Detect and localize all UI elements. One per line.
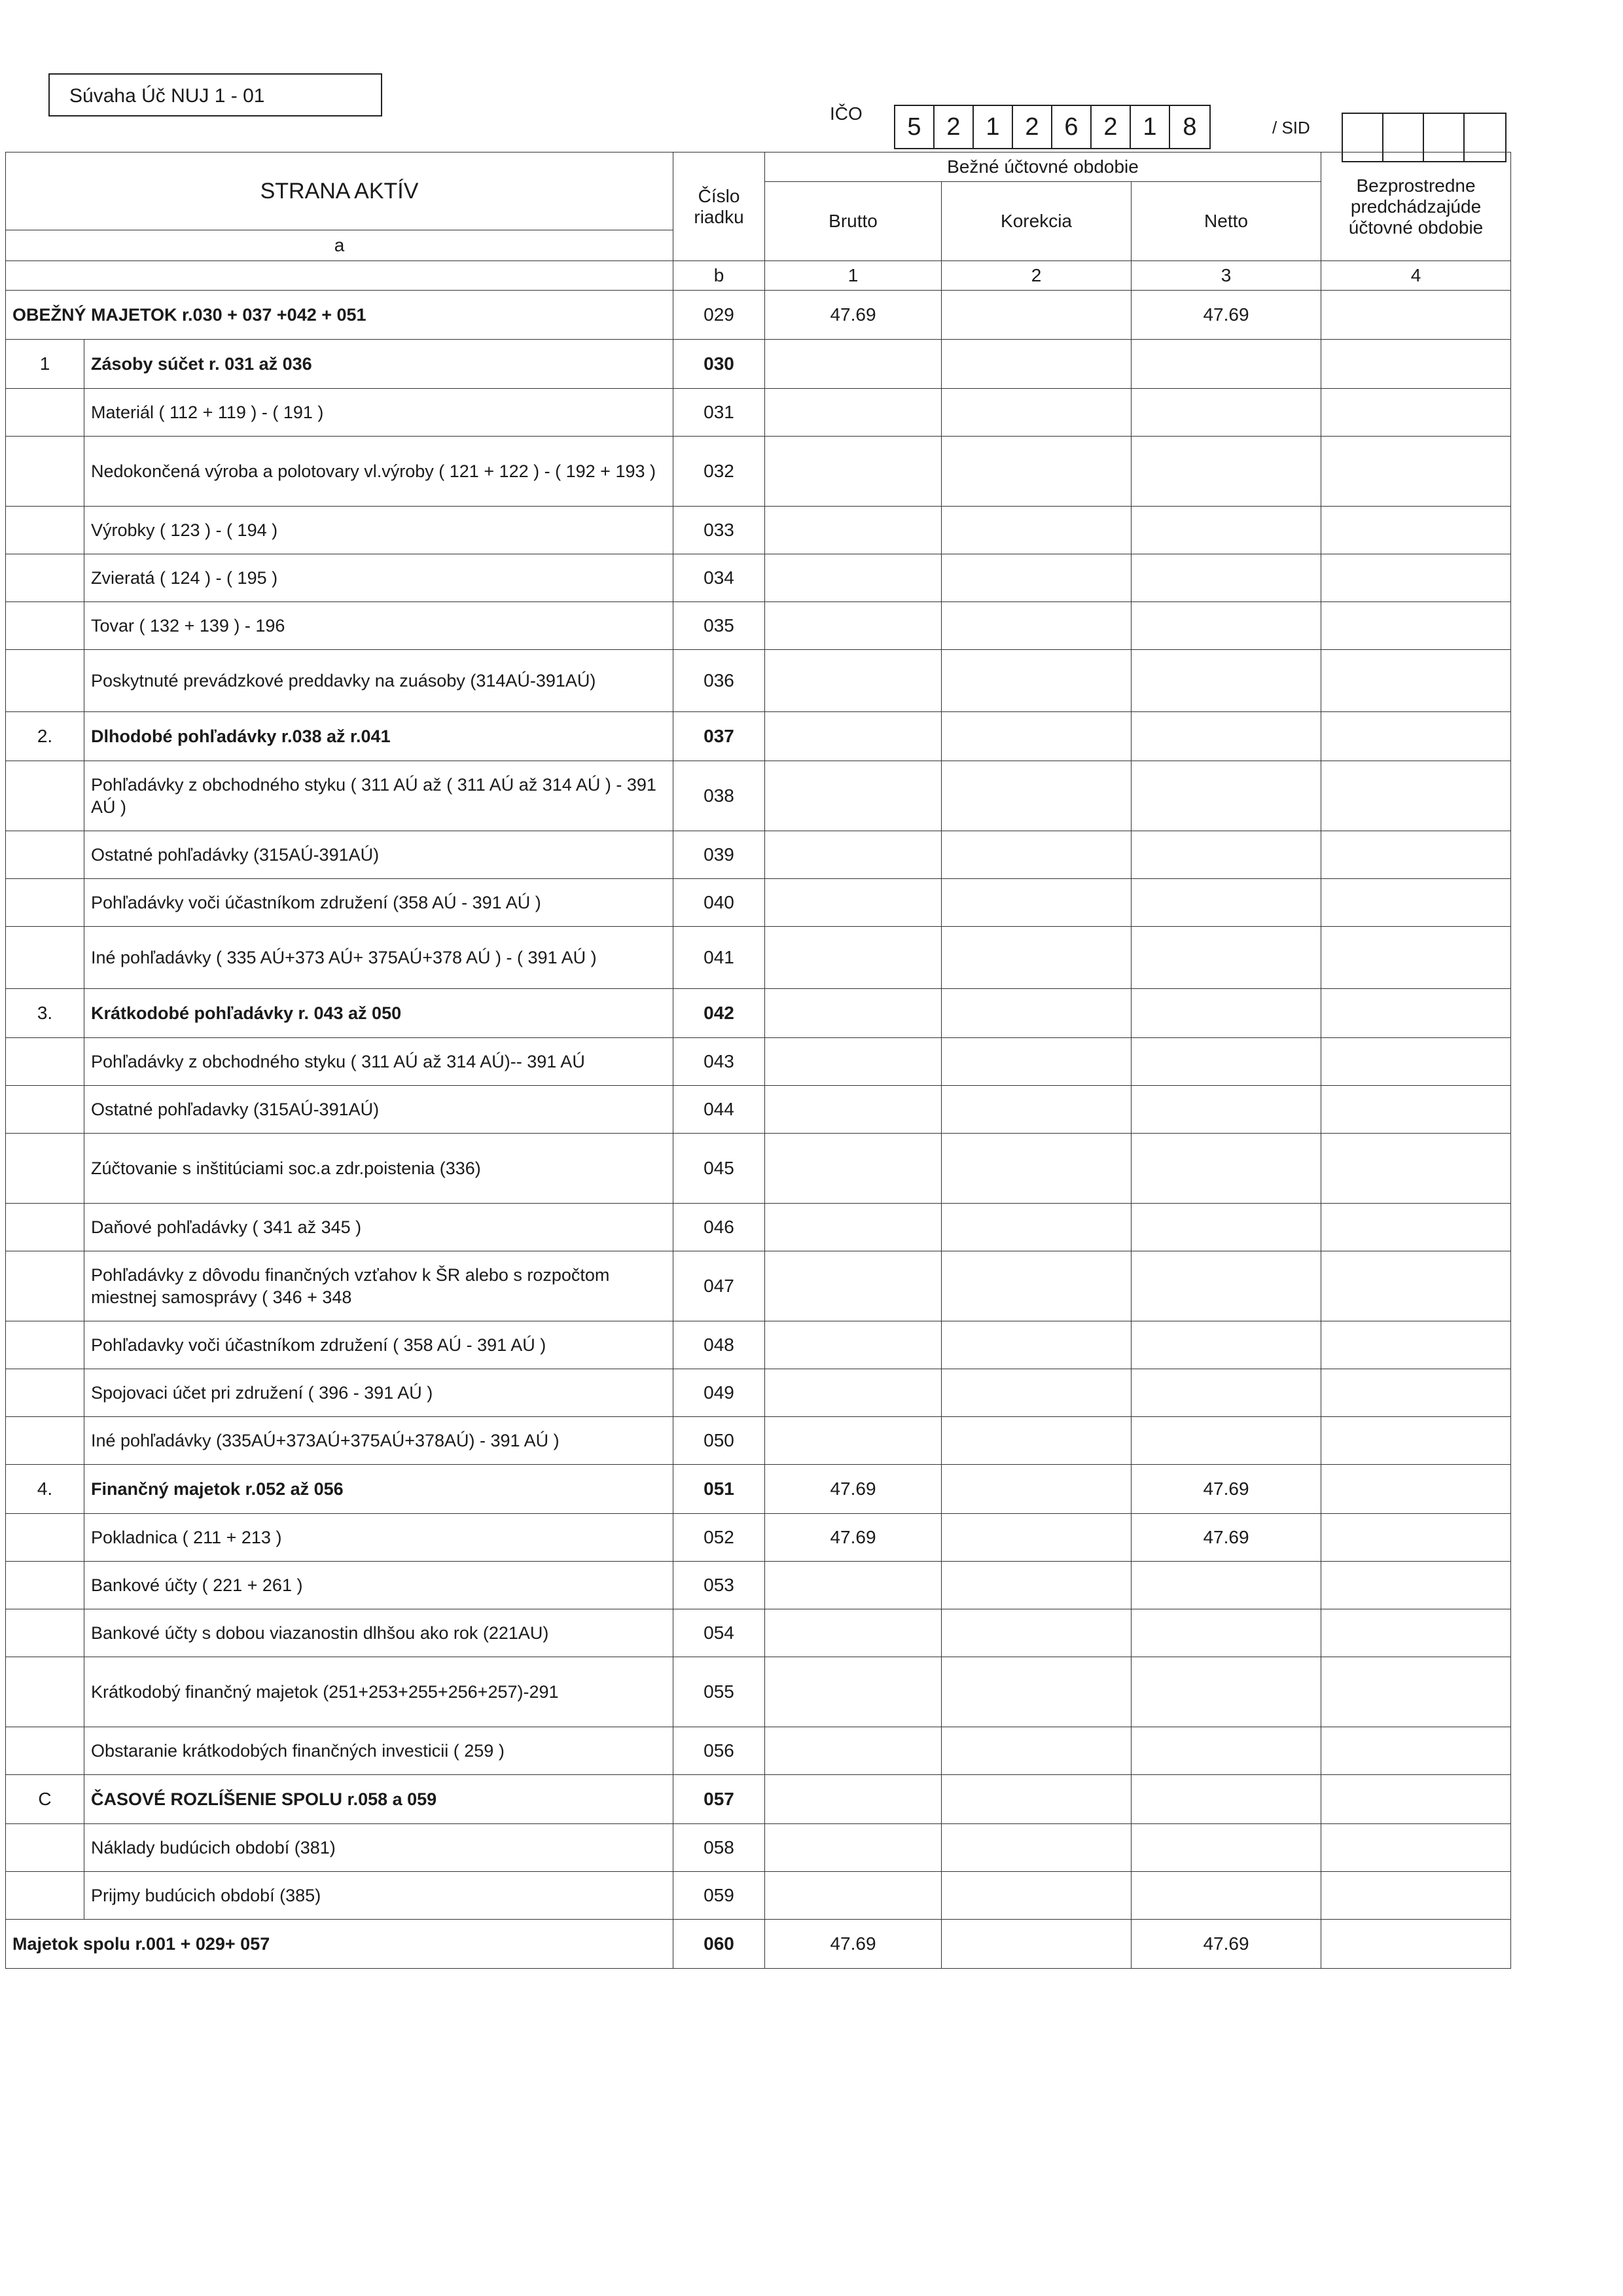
row-number: 046 bbox=[673, 1204, 765, 1251]
table-row bbox=[6, 1465, 1511, 1514]
previous-value bbox=[1321, 291, 1511, 340]
col-4-number: 4 bbox=[1321, 261, 1511, 291]
table-row bbox=[6, 831, 1511, 879]
balance-sheet-table bbox=[5, 152, 1511, 1969]
table-row bbox=[6, 927, 1511, 989]
row-number: 034 bbox=[673, 554, 765, 602]
row-label: Iné pohľadávky (335AÚ+373AÚ+375AÚ+378AÚ) - 391 AÚ ) bbox=[84, 1417, 673, 1465]
ico-label: IČO bbox=[830, 103, 863, 124]
netto-value: 47.69 bbox=[1132, 1465, 1321, 1514]
section-number: 2. bbox=[6, 712, 84, 761]
table-row bbox=[6, 1086, 1511, 1134]
row-number: 038 bbox=[673, 761, 765, 831]
row-number: 039 bbox=[673, 831, 765, 879]
row-number: 057 bbox=[673, 1775, 765, 1824]
row-label: ČASOVÉ ROZLÍŠENIE SPOLU r.058 a 059 bbox=[84, 1775, 673, 1824]
row-number: 053 bbox=[673, 1562, 765, 1609]
row-label: Výrobky ( 123 ) - ( 194 ) bbox=[84, 507, 673, 554]
table-row bbox=[6, 879, 1511, 927]
section-number: 1 bbox=[6, 340, 84, 389]
netto-value: 47.69 bbox=[1132, 1514, 1321, 1562]
korekcia-heading: Korekcia bbox=[942, 182, 1132, 261]
row-number: 042 bbox=[673, 989, 765, 1038]
table-row bbox=[6, 1727, 1511, 1775]
strana-aktiv-heading: STRANA AKTÍV bbox=[6, 152, 673, 230]
ico-boxes bbox=[894, 105, 1211, 149]
ico-digit: 2 bbox=[1092, 106, 1131, 148]
table-row bbox=[6, 1657, 1511, 1727]
row-number: 031 bbox=[673, 389, 765, 437]
netto-heading: Netto bbox=[1132, 182, 1321, 261]
row-label: Pohľadávky voči účastníkom združení (358 AÚ - 391 AÚ ) bbox=[84, 879, 673, 927]
row-number: 051 bbox=[673, 1465, 765, 1514]
row-label: Nedokončená výroba a polotovary vl.výroby ( 121 + 122 ) - ( 192 + 193 ) bbox=[84, 437, 673, 507]
table-row bbox=[6, 1251, 1511, 1321]
table-row bbox=[6, 291, 1511, 340]
row-number: 047 bbox=[673, 1251, 765, 1321]
row-label: Majetok spolu r.001 + 029+ 057 bbox=[6, 1920, 673, 1969]
brutto-heading: Brutto bbox=[765, 182, 942, 261]
row-label: Prijmy budúcich období (385) bbox=[84, 1872, 673, 1920]
ico-digit: 8 bbox=[1183, 113, 1197, 141]
row-number: 032 bbox=[673, 437, 765, 507]
ico-digit: 2 bbox=[1013, 106, 1052, 148]
row-label: Finančný majetok r.052 až 056 bbox=[84, 1465, 673, 1514]
ico-digit: 5 bbox=[895, 106, 935, 148]
col-1-number: 1 bbox=[765, 261, 942, 291]
netto-value: 47.69 bbox=[1132, 291, 1321, 340]
row-label: Tovar ( 132 + 139 ) - 196 bbox=[84, 602, 673, 650]
section-number: C bbox=[6, 1775, 84, 1824]
row-label: Daňové pohľadávky ( 341 až 345 ) bbox=[84, 1204, 673, 1251]
ico-digit: 1 bbox=[1131, 106, 1170, 148]
row-number: 029 bbox=[673, 291, 765, 340]
table-row bbox=[6, 1562, 1511, 1609]
table-row bbox=[6, 1775, 1511, 1824]
row-label: Pohľadávky z dôvodu finančných vzťahov k ŠR alebo s rozpočtom miestnej samosprávy ( 346 + 348 bbox=[84, 1251, 673, 1321]
netto-value: 47.69 bbox=[1132, 1920, 1321, 1969]
row-label: Náklady budúcich období (381) bbox=[84, 1824, 673, 1872]
table-row bbox=[6, 437, 1511, 507]
row-label: Pokladnica ( 211 + 213 ) bbox=[84, 1514, 673, 1562]
row-label: Zvieratá ( 124 ) - ( 195 ) bbox=[84, 554, 673, 602]
row-label: Krátkodobý finančný majetok (251+253+255+256+257)-291 bbox=[84, 1657, 673, 1727]
table-row bbox=[6, 602, 1511, 650]
section-number: 3. bbox=[6, 989, 84, 1038]
row-number: 058 bbox=[673, 1824, 765, 1872]
row-label: Pohľadávky z obchodného styku ( 311 AÚ až ( 311 AÚ až 314 AÚ ) - 391 AÚ ) bbox=[84, 761, 673, 831]
table-row bbox=[6, 989, 1511, 1038]
table-row bbox=[6, 1514, 1511, 1562]
row-label: Pohľadavky voči účastníkom združení ( 358 AÚ - 391 AÚ ) bbox=[84, 1321, 673, 1369]
row-number: 043 bbox=[673, 1038, 765, 1086]
col-b-heading: b bbox=[673, 261, 765, 291]
row-number: 050 bbox=[673, 1417, 765, 1465]
form-title: Súvaha Úč NUJ 1 - 01 bbox=[48, 73, 382, 117]
row-label: Ostatné pohľadávky (315AÚ-391AÚ) bbox=[84, 831, 673, 879]
col-3-number: 3 bbox=[1132, 261, 1321, 291]
row-label: Spojovaci účet pri združení ( 396 - 391 AÚ ) bbox=[84, 1369, 673, 1417]
row-number: 048 bbox=[673, 1321, 765, 1369]
ico-digit: 1 bbox=[974, 106, 1013, 148]
brutto-value: 47.69 bbox=[765, 1514, 942, 1562]
ico-digit: 2 bbox=[935, 106, 974, 148]
table-row bbox=[6, 1417, 1511, 1465]
brutto-value: 47.69 bbox=[765, 291, 942, 340]
row-number: 040 bbox=[673, 879, 765, 927]
row-label: Krátkodobé pohľadávky r. 043 až 050 bbox=[84, 989, 673, 1038]
row-label: Dlhodobé pohľadávky r.038 až r.041 bbox=[84, 712, 673, 761]
row-number: 033 bbox=[673, 507, 765, 554]
row-number: 030 bbox=[673, 340, 765, 389]
table-row bbox=[6, 1038, 1511, 1086]
table-row bbox=[6, 1321, 1511, 1369]
row-label: Poskytnuté prevádzkové preddavky na zuásoby (314AÚ-391AÚ) bbox=[84, 650, 673, 712]
row-label: Bankové účty ( 221 + 261 ) bbox=[84, 1562, 673, 1609]
table-row bbox=[6, 1134, 1511, 1204]
row-number: 036 bbox=[673, 650, 765, 712]
korekcia-value bbox=[942, 291, 1132, 340]
row-number: 049 bbox=[673, 1369, 765, 1417]
previous-period-heading: Bezprostredne predchádzajúde účtovné obdobie bbox=[1321, 152, 1511, 261]
row-label: Bankové účty s dobou viazanostin dlhšou ako rok (221AU) bbox=[84, 1609, 673, 1657]
col-a-heading: a bbox=[6, 230, 673, 261]
table-row bbox=[6, 1204, 1511, 1251]
row-number: 037 bbox=[673, 712, 765, 761]
table-row bbox=[6, 1369, 1511, 1417]
table-row bbox=[6, 712, 1511, 761]
table-row bbox=[6, 1609, 1511, 1657]
row-number-heading: Číslo riadku bbox=[673, 152, 765, 261]
row-number: 055 bbox=[673, 1657, 765, 1727]
table-row bbox=[6, 650, 1511, 712]
table-row bbox=[6, 761, 1511, 831]
row-number: 044 bbox=[673, 1086, 765, 1134]
table-row bbox=[6, 1824, 1511, 1872]
row-number: 035 bbox=[673, 602, 765, 650]
table-row bbox=[6, 1872, 1511, 1920]
ico-digit: 6 bbox=[1052, 106, 1092, 148]
row-label: Materiál ( 112 + 119 ) - ( 191 ) bbox=[84, 389, 673, 437]
table-row bbox=[6, 340, 1511, 389]
row-number: 054 bbox=[673, 1609, 765, 1657]
row-label: Zúčtovanie s inštitúciami soc.a zdr.poistenia (336) bbox=[84, 1134, 673, 1204]
row-label: Ostatné pohľadavky (315AÚ-391AÚ) bbox=[84, 1086, 673, 1134]
row-number: 045 bbox=[673, 1134, 765, 1204]
row-label: Obstaranie krátkodobých finančných investicii ( 259 ) bbox=[84, 1727, 673, 1775]
row-number: 052 bbox=[673, 1514, 765, 1562]
row-number: 060 bbox=[673, 1920, 765, 1969]
row-label: Pohľadávky z obchodného styku ( 311 AÚ až 314 AÚ)-- 391 AÚ bbox=[84, 1038, 673, 1086]
sid-label: / SID bbox=[1272, 118, 1310, 137]
table-row bbox=[6, 389, 1511, 437]
row-label: OBEŽNÝ MAJETOK r.030 + 037 +042 + 051 bbox=[6, 291, 673, 340]
row-number: 041 bbox=[673, 927, 765, 989]
brutto-value: 47.69 bbox=[765, 1920, 942, 1969]
table-row bbox=[6, 1920, 1511, 1969]
brutto-value: 47.69 bbox=[765, 1465, 942, 1514]
row-label: Iné pohľadávky ( 335 AÚ+373 AÚ+ 375AÚ+378 AÚ ) - ( 391 AÚ ) bbox=[84, 927, 673, 989]
table-row bbox=[6, 507, 1511, 554]
row-number: 059 bbox=[673, 1872, 765, 1920]
col-a-spacer bbox=[6, 261, 673, 291]
section-number: 4. bbox=[6, 1465, 84, 1514]
table-row bbox=[6, 554, 1511, 602]
col-2-number: 2 bbox=[942, 261, 1132, 291]
row-label: Zásoby súčet r. 031 až 036 bbox=[84, 340, 673, 389]
row-number: 056 bbox=[673, 1727, 765, 1775]
current-period-heading: Bežné účtovné obdobie bbox=[765, 152, 1321, 182]
